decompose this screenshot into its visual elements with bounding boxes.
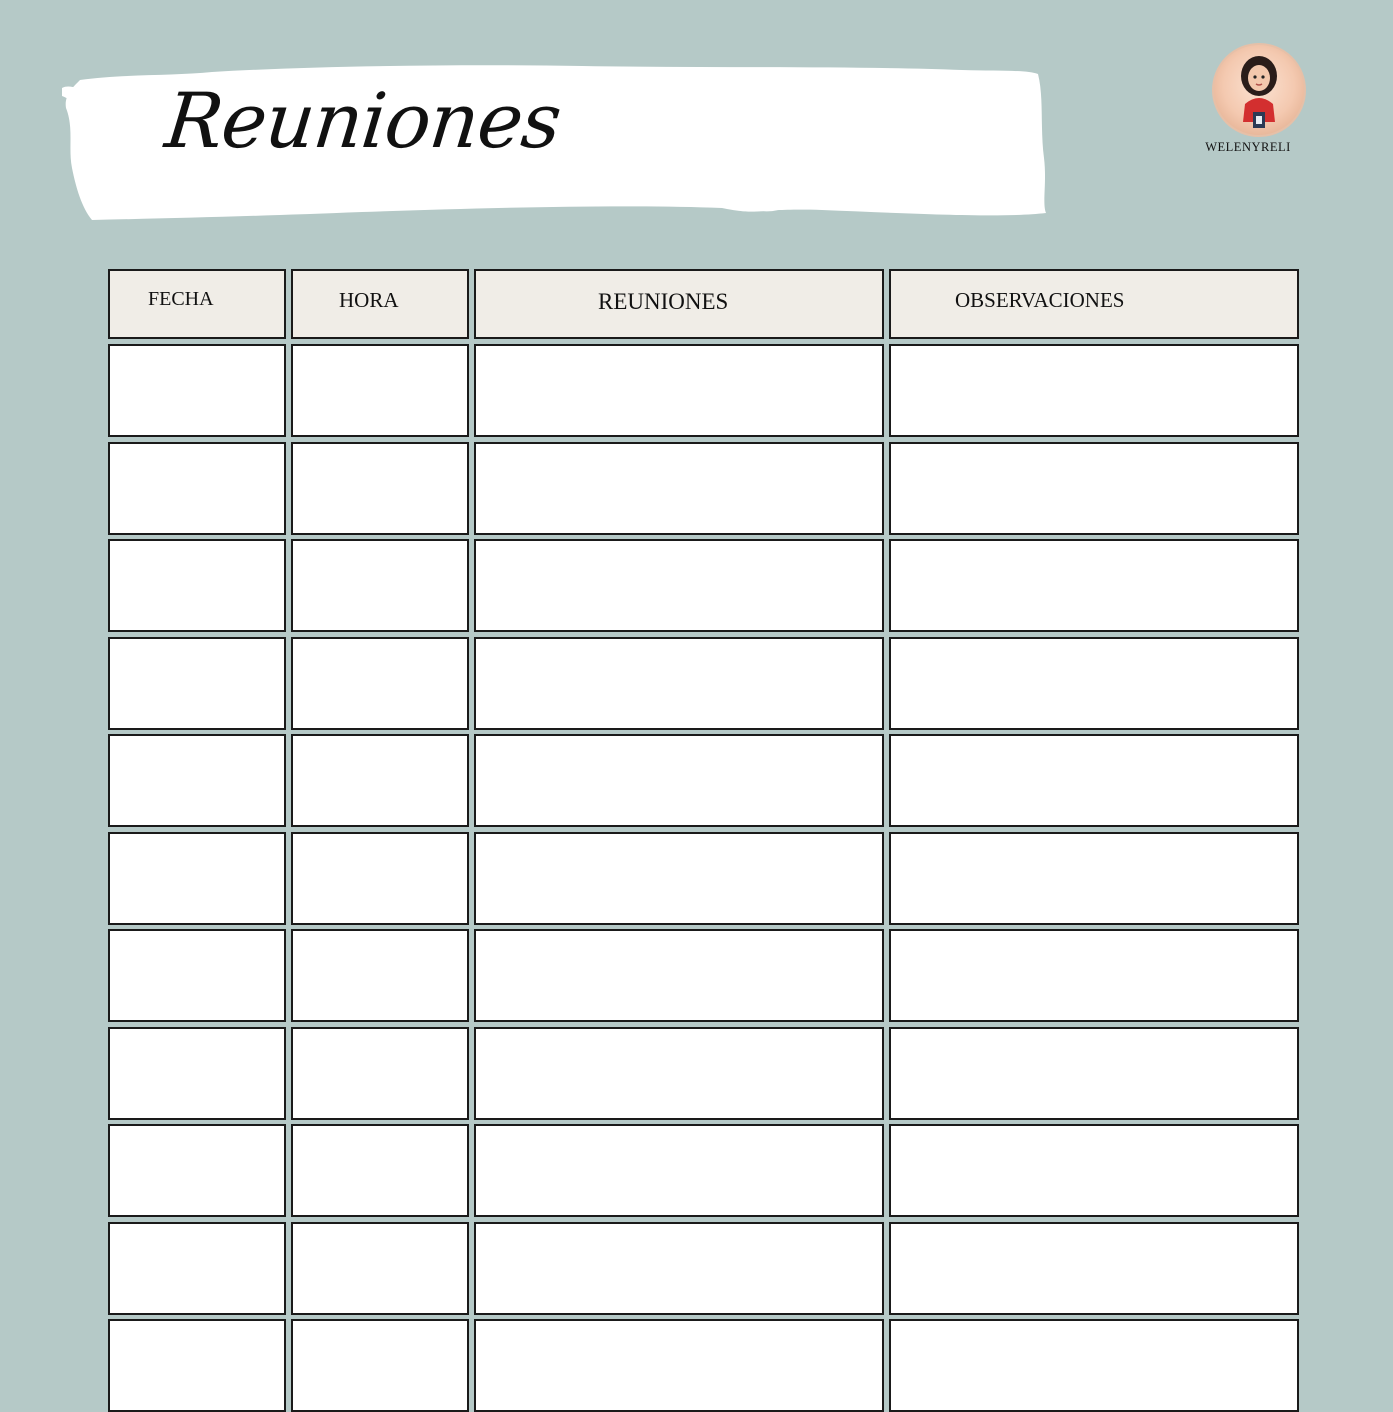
reunion-cell[interactable] bbox=[474, 734, 884, 827]
reunion-cell[interactable] bbox=[474, 1124, 884, 1217]
header-hora-label: HORA bbox=[339, 288, 399, 312]
header-observaciones-cell bbox=[889, 269, 1299, 339]
observacion-cell[interactable] bbox=[889, 929, 1299, 1022]
observacion-cell[interactable] bbox=[889, 637, 1299, 730]
header-fecha-label: FECHA bbox=[148, 288, 214, 310]
observacion-cell[interactable] bbox=[889, 832, 1299, 925]
observacion-cell[interactable] bbox=[889, 1319, 1299, 1412]
fecha-cell[interactable] bbox=[108, 1319, 286, 1412]
hora-cell[interactable] bbox=[291, 637, 469, 730]
hora-cell[interactable] bbox=[291, 1027, 469, 1120]
hora-cell[interactable] bbox=[291, 1124, 469, 1217]
fecha-cell[interactable] bbox=[108, 637, 286, 730]
reunion-cell[interactable] bbox=[474, 1222, 884, 1315]
hora-cell[interactable] bbox=[291, 344, 469, 437]
fecha-cell[interactable] bbox=[108, 1027, 286, 1120]
reunion-cell[interactable] bbox=[474, 539, 884, 632]
hora-cell[interactable] bbox=[291, 1222, 469, 1315]
reunion-cell[interactable] bbox=[474, 344, 884, 437]
fecha-cell[interactable] bbox=[108, 344, 286, 437]
hora-cell[interactable] bbox=[291, 734, 469, 827]
hora-cell[interactable] bbox=[291, 442, 469, 535]
observacion-cell[interactable] bbox=[889, 1027, 1299, 1120]
hora-cell[interactable] bbox=[291, 832, 469, 925]
observacion-cell[interactable] bbox=[889, 344, 1299, 437]
hora-cell[interactable] bbox=[291, 929, 469, 1022]
reunion-cell[interactable] bbox=[474, 1319, 884, 1412]
header-reuniones-cell bbox=[474, 269, 884, 339]
title-banner bbox=[62, 58, 1048, 224]
reunion-cell[interactable] bbox=[474, 637, 884, 730]
reunion-cell[interactable] bbox=[474, 1027, 884, 1120]
observacion-cell[interactable] bbox=[889, 734, 1299, 827]
fecha-cell[interactable] bbox=[108, 1124, 286, 1217]
reunion-cell[interactable] bbox=[474, 832, 884, 925]
brand-logo bbox=[1200, 42, 1308, 162]
brand-name: WELENYRELI bbox=[1205, 140, 1291, 154]
header-fecha-cell bbox=[108, 269, 286, 339]
avatar-logo-icon bbox=[1211, 42, 1307, 138]
fecha-cell[interactable] bbox=[108, 832, 286, 925]
fecha-cell[interactable] bbox=[108, 539, 286, 632]
fecha-cell[interactable] bbox=[108, 734, 286, 827]
header-reuniones-label: REUNIONES bbox=[598, 289, 729, 314]
fecha-cell[interactable] bbox=[108, 1222, 286, 1315]
reunion-cell[interactable] bbox=[474, 929, 884, 1022]
header-hora-cell bbox=[291, 269, 469, 339]
hora-cell[interactable] bbox=[291, 539, 469, 632]
fecha-cell[interactable] bbox=[108, 442, 286, 535]
observacion-cell[interactable] bbox=[889, 539, 1299, 632]
observacion-cell[interactable] bbox=[889, 442, 1299, 535]
observacion-cell[interactable] bbox=[889, 1222, 1299, 1315]
hora-cell[interactable] bbox=[291, 1319, 469, 1412]
header-observaciones-label: OBSERVACIONES bbox=[955, 288, 1125, 312]
fecha-cell[interactable] bbox=[108, 929, 286, 1022]
observacion-cell[interactable] bbox=[889, 1124, 1299, 1217]
reunion-cell[interactable] bbox=[474, 442, 884, 535]
page-title: Reuniones bbox=[161, 76, 565, 165]
